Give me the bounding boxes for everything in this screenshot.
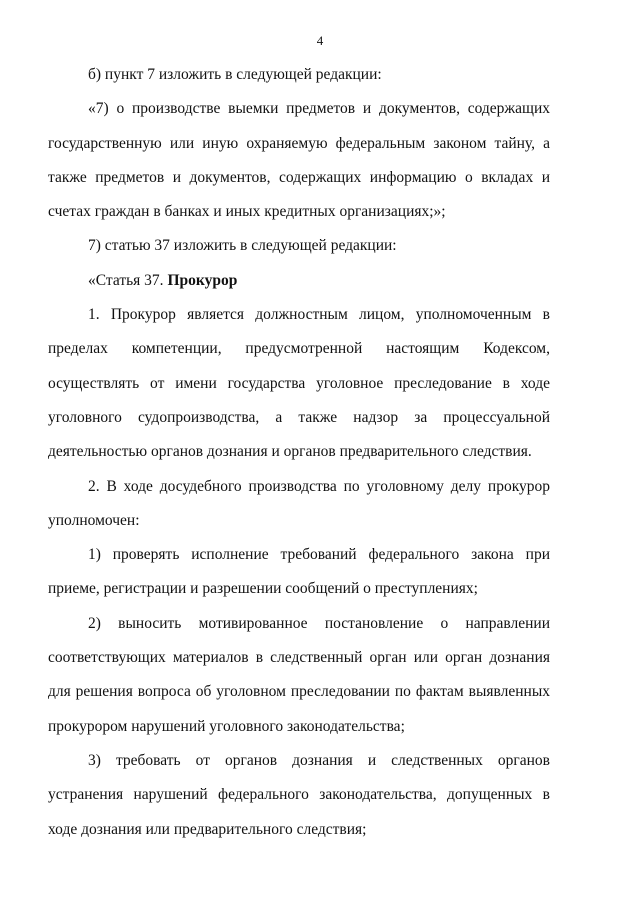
paragraph-part-2: 2. В ходе досудебного производства по уголовному делу прокурор уполномочен: (48, 477, 550, 529)
paragraph-point-3: 3) требовать от органов дознания и следственных органов устранения нарушений федерального законодательства, допущенных в ходе дознания или предварительного следствия; (48, 751, 550, 838)
page-number: 4 (316, 33, 324, 48)
article-heading-title: Прокурор (167, 271, 238, 289)
paragraph-point-2: 2) выносить мотивированное постановление о направлении соответствующих материалов в следственный орган или орган дознания для решения вопроса об уголовном преследовании по фактам выявленных прокурором нарушений уголовного законодательства; (48, 614, 550, 735)
article-heading (48, 264, 550, 298)
paragraph-point-1: 1) проверять исполнение требований федерального закона при приеме, регистрации и разрешении сообщений о преступлениях; (48, 546, 550, 598)
paragraph-amend-item-7: б) пункт 7 изложить в следующей редакции: (88, 66, 382, 83)
paragraph-part-1: 1. Прокурор является должностным лицом, уполномоченным в пределах компетенции, предусмотренной настоящим Кодексом, осуществлять от имени государства уголовное преследование в ходе уголовного судопроизводства, а также надзор за процессуальной деятельностью органов дознания и органов предварительного следствия. (48, 306, 550, 461)
document-body (48, 58, 550, 847)
article-heading-prefix: «Статья 37. (88, 271, 168, 289)
paragraph-item-7-text: «7) о производстве выемки предметов и документов, содержащих государственную или иную охраняемую федеральным законом тайну, а также предметов и документов, содержащих информацию о вкладах и счетах граждан в банках и иных кредитных организациях;»; (48, 100, 550, 221)
paragraph-amend-article-37: 7) статью 37 изложить в следующей редакции: (88, 237, 397, 255)
